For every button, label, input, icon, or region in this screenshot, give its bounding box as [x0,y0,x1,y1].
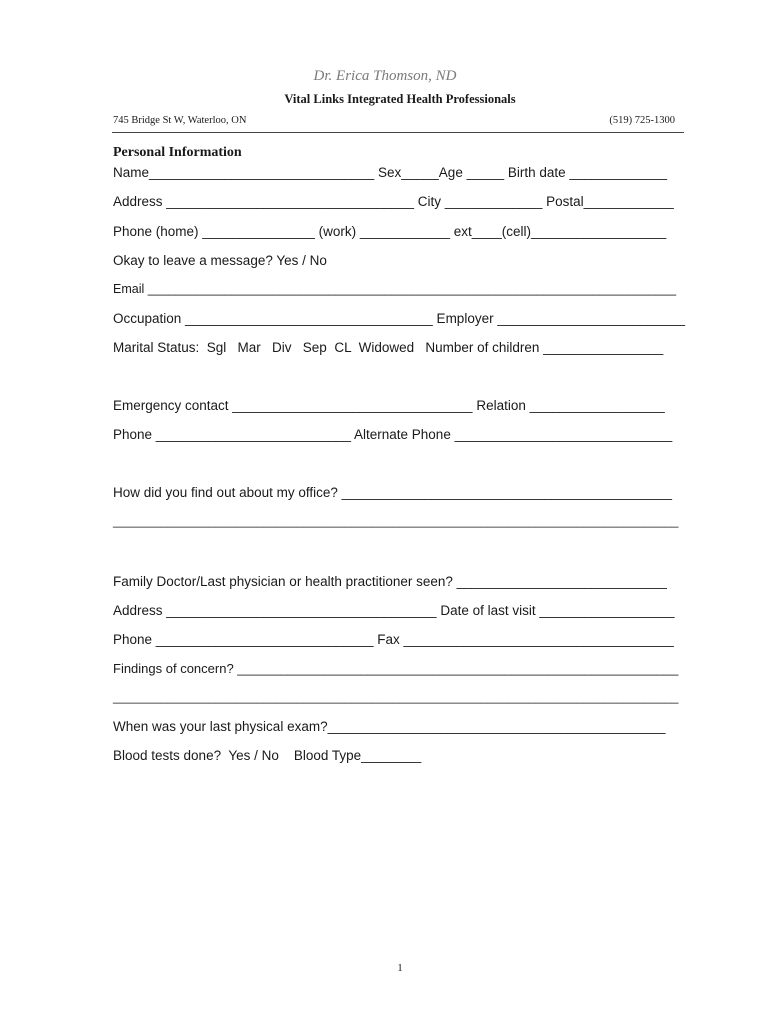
leave-message-line[interactable]: Okay to leave a message? Yes / No [113,253,327,268]
clinic-phone: (519) 725-1300 [609,115,675,126]
family-doctor-line[interactable]: Family Doctor/Last physician or health practitioner seen? ____________________________ [113,574,667,589]
email-line[interactable]: Email ____________________________________________________________________________ [113,282,677,296]
occupation-employer-line[interactable]: Occupation _________________________________ Employer _________________________ [113,311,686,326]
blood-tests-line[interactable]: Blood tests done? Yes / No Blood Type________ [113,748,422,763]
emergency-phone-line[interactable]: Phone __________________________ Alternate Phone _____________________________ [113,427,673,442]
referral-source-line[interactable]: How did you find out about my office? ____________________________________________ [113,485,672,500]
emergency-contact-line[interactable]: Emergency contact ________________________________ Relation __________________ [113,398,665,413]
name-sex-age-birthdate-line[interactable]: Name______________________________ Sex_____Age _____ Birth date _____________ [113,165,668,180]
doctor-phone-fax-line[interactable]: Phone _____________________________ Fax ____________________________________ [113,632,674,647]
phone-line[interactable]: Phone (home) _______________ (work) ____________ ext____(cell)__________________ [113,224,667,239]
section-title: Personal Information [113,145,242,160]
marital-status-line[interactable]: Marital Status: Sgl Mar Div Sep CL Widowed Number of children ________________ [113,340,664,355]
page-number: 1 [397,962,403,974]
header-divider [112,132,684,133]
organization-name: Vital Links Integrated Health Professionals [284,92,516,106]
findings-line[interactable]: Findings of concern? _____________________________________________________________ [113,661,679,676]
doctor-address-line[interactable]: Address ____________________________________ Date of last visit __________________ [113,603,675,618]
findings-continued-line[interactable]: ___________________________________________________________________________________ [113,690,679,704]
doctor-name: Dr. Erica Thomson, ND [313,68,457,84]
referral-source-continued-line[interactable]: ___________________________________________________________________________________ [113,514,679,528]
address-city-postal-line[interactable]: Address _________________________________ City _____________ Postal____________ [113,194,674,209]
last-physical-line[interactable]: When was your last physical exam?_____________________________________________ [113,719,666,734]
clinic-address: 745 Bridge St W, Waterloo, ON [113,115,247,126]
